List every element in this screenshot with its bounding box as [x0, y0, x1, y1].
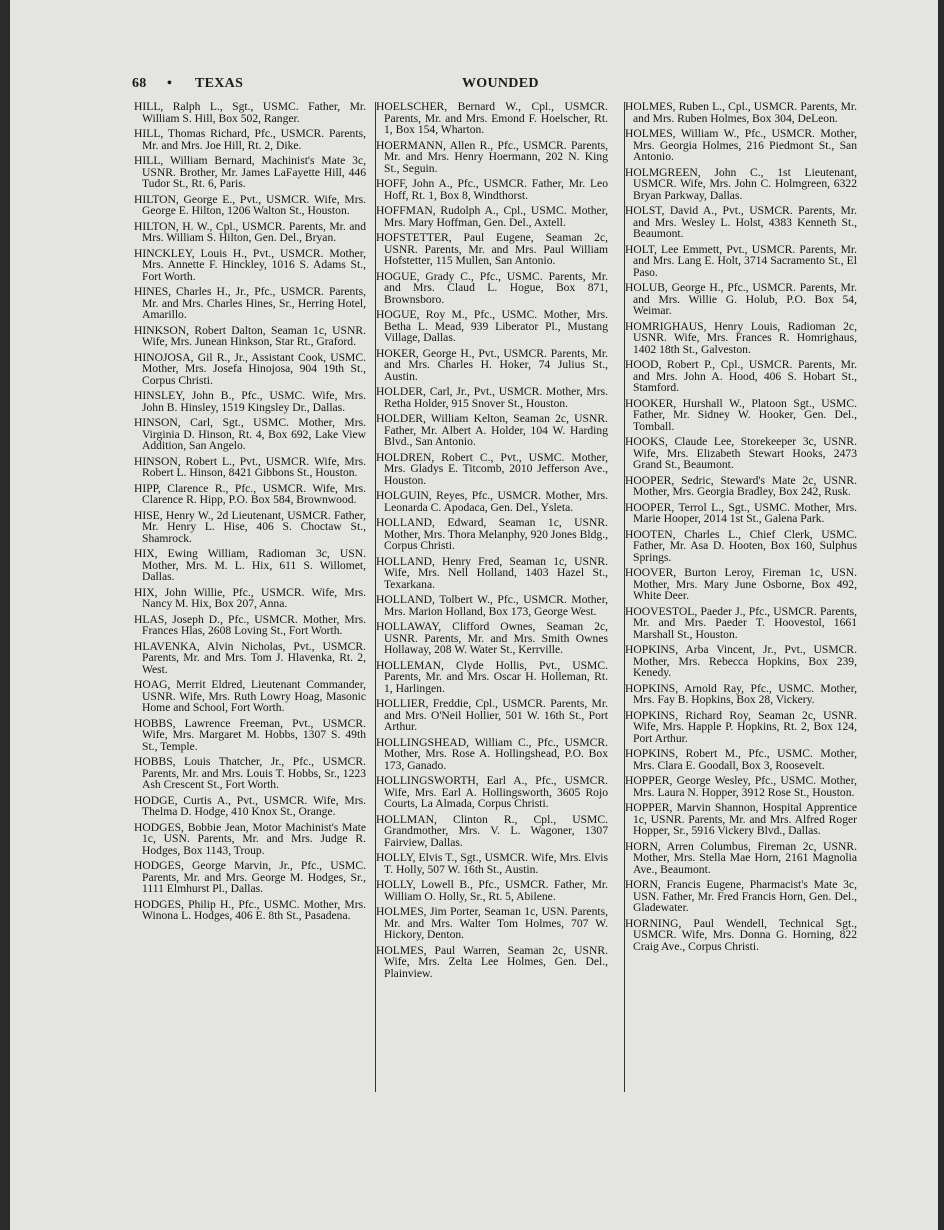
casualty-entry: HOLLAND, Henry Fred, Seaman 1c, USNR. Wife, Mrs. Nell Holland, 1403 Hazel St., Texarkana.: [376, 554, 608, 591]
header-bullet: •: [167, 76, 173, 91]
state-name: TEXAS: [195, 76, 244, 91]
casualty-entry: HIPP, Clarence R., Pfc., USMCR. Wife, Mrs. Clarence R. Hipp, P.O. Box 584, Brownwood.: [134, 481, 366, 506]
casualty-entry: HOBBS, Lawrence Freeman, Pvt., USMCR. Wife, Mrs. Margaret M. Hobbs, 1307 S. 49th St., Temple.: [134, 716, 366, 753]
casualty-entry: HINES, Charles H., Jr., Pfc., USMCR. Parents, Mr. and Mrs. Charles Hines, Sr., Herring Hotel, Amarillo.: [134, 285, 366, 321]
casualty-entry: HILL, Thomas Richard, Pfc., USMCR. Parents, Mr. and Mrs. Joe Hill, Rt. 2, Dike.: [134, 127, 366, 152]
page-number: 68: [132, 76, 147, 91]
casualty-entry: HOLDER, Carl, Jr., Pvt., USMCR. Mother, Mrs. Retha Holder, 915 Snover St., Houston.: [376, 385, 608, 410]
casualty-entry: HOOPER, Terrol L., Sgt., USMC. Mother, Mrs. Marie Hooper, 2014 1st St., Galena Park.: [625, 500, 857, 525]
casualty-entry: HIX, John Willie, Pfc., USMCR. Wife, Mrs. Nancy M. Hix, Box 207, Anna.: [134, 585, 366, 610]
document-page: [10, 0, 938, 1230]
casualty-entry: HORN, Arren Columbus, Fireman 2c, USNR. Mother, Mrs. Stella Mae Horn, 2161 Magnolia Ave., Beaumont.: [625, 839, 857, 876]
casualty-entry: HLAS, Joseph D., Pfc., USMCR. Mother, Mrs. Frances Hlas, 2608 Loving St., Fort Worth.: [134, 612, 366, 637]
casualty-entry: HOGUE, Roy M., Pfc., USMC. Mother, Mrs. Betha L. Mead, 939 Liberator Pl., Mustang Village, Dallas.: [376, 308, 608, 344]
casualty-entry: HOPKINS, Arba Vincent, Jr., Pvt., USMCR. Mother, Mrs. Rebecca Hopkins, Box 239, Kenedy.: [625, 643, 857, 679]
section-title: WOUNDED: [462, 76, 539, 91]
casualty-entry: HOLLAND, Tolbert W., Pfc., USMCR. Mother, Mrs. Marion Holland, Box 173, George West.: [376, 593, 608, 618]
casualty-entry: HOKER, George H., Pvt., USMCR. Parents, Mr. and Mrs. Charles H. Hoker, 74 Julius St., Austin.: [376, 346, 608, 383]
casualty-entry: HODGES, Bobbie Jean, Motor Machinist's Mate 1c, USN. Parents, Mr. and Mrs. Judge R. Hodges, Box 1143, Troup.: [134, 820, 366, 857]
casualty-entry: HODGES, George Marvin, Jr., Pfc., USMC. Parents, Mr. and Mrs. George M. Hodges, Sr., 1111 Elmhurst Pl., Dallas.: [134, 859, 366, 895]
casualty-entry: HOLLAWAY, Clifford Ownes, Seaman 2c, USNR. Parents, Mr. and Mrs. Smith Ownes Hollaway, 208 W. Water St., Kerrville.: [376, 620, 608, 656]
casualty-entry: HOLMGREEN, John C., 1st Lieutenant, USMCR. Wife, Mrs. John C. Holmgreen, 6322 Bryan Parkway, Dallas.: [625, 165, 857, 202]
page-header: [132, 76, 882, 96]
casualty-entry: HILTON, H. W., Cpl., USMCR. Parents, Mr. and Mrs. William S. Hilton, Gen. Del., Bryan.: [134, 219, 366, 244]
casualty-entry: HODGE, Curtis A., Pvt., USMCR. Wife, Mrs. Thelma D. Hodge, 410 Knox St., Orange.: [134, 793, 366, 818]
casualty-entry: HILL, Ralph L., Sgt., USMC. Father, Mr. William S. Hill, Box 502, Ranger.: [134, 100, 366, 125]
casualty-entry: HOOD, Robert P., Cpl., USMCR. Parents, Mr. and Mrs. John A. Hood, 406 S. Hobart St., Stamford.: [625, 358, 857, 394]
casualty-entry: HOLMES, Paul Warren, Seaman 2c, USNR. Wife, Mrs. Zelta Lee Holmes, Gen. Del., Plainview.: [376, 943, 608, 980]
casualty-entry: HOLDER, William Kelton, Seaman 2c, USNR. Father, Mr. Albert A. Holder, 104 W. Harding Blvd., San Antonio.: [376, 412, 608, 448]
casualty-entry: HODGES, Philip H., Pfc., USMC. Mother, Mrs. Winona L. Hodges, 406 E. 8th St., Pasadena.: [134, 897, 366, 922]
casualty-entry: HOLST, David A., Pvt., USMCR. Parents, Mr. and Mrs. Wesley L. Holst, 4383 Kenneth St., Beaumont.: [625, 204, 857, 240]
casualty-entry: HOGUE, Grady C., Pfc., USMC. Parents, Mr. and Mrs. Claud L. Hogue, Box 871, Brownsboro.: [376, 269, 608, 306]
casualty-entry: HOLLINGSHEAD, William C., Pfc., USMCR. Mother, Mrs. Rose A. Hollingshead, P.O. Box 173, Ganado.: [376, 735, 608, 772]
casualty-entry: HINSON, Robert L., Pvt., USMCR. Wife, Mrs. Robert L. Hinson, 8421 Gibbons St., Houston.: [134, 454, 366, 479]
casualty-entry: HORNING, Paul Wendell, Technical Sgt., USMCR. Wife, Mrs. Donna G. Horning, 822 Craig Ave., Corpus Christi.: [625, 916, 857, 953]
casualty-entry: HOLMES, Jim Porter, Seaman 1c, USN. Parents, Mr. and Mrs. Walter Tom Holmes, 707 W. Hickory, Denton.: [376, 905, 608, 941]
casualty-entry: HIX, Ewing William, Radioman 3c, USN. Mother, Mrs. M. L. Hix, 611 S. Willomet, Dallas.: [134, 547, 366, 583]
casualty-entry: HOOKS, Claude Lee, Storekeeper 3c, USNR. Wife, Mrs. Elizabeth Stewart Hooks, 2473 Grand St., Beaumont.: [625, 435, 857, 471]
casualty-entry: HOOVER, Burton Leroy, Fireman 1c, USN. Mother, Mrs. Mary June Osborne, Box 492, White Deer.: [625, 566, 857, 602]
casualty-entry: HINCKLEY, Louis H., Pvt., USMCR. Mother, Mrs. Annette F. Hinckley, 1016 S. Adams St., Fort Worth.: [134, 246, 366, 283]
casualty-entry: HOFSTETTER, Paul Eugene, Seaman 2c, USNR. Parents, Mr. and Mrs. Paul William Hofstetter, 115 Mullen, San Antonio.: [376, 231, 608, 267]
casualty-entry: HOLGUIN, Reyes, Pfc., USMCR. Mother, Mrs. Leonarda C. Apodaca, Gen. Del., Ysleta.: [376, 489, 608, 514]
casualty-entry: HOLT, Lee Emmett, Pvt., USMCR. Parents, Mr. and Mrs. Lang E. Holt, 3714 Sacramento St., El Paso.: [625, 242, 857, 279]
casualty-entry: HOPKINS, Robert M., Pfc., USMC. Mother, Mrs. Clara E. Goodall, Box 3, Roosevelt.: [625, 747, 857, 772]
casualty-entry: HOOKER, Hurshall W., Platoon Sgt., USMC. Father, Mr. Sidney W. Hooker, Gen. Del., Tomball.: [625, 396, 857, 433]
casualty-entry: HOLMES, William W., Pfc., USMCR. Mother, Mrs. Georgia Holmes, 216 Piedmont St., San Antonio.: [625, 127, 857, 163]
casualty-entry: HOOTEN, Charles L., Chief Clerk, USMC. Father, Mr. Asa D. Hooten, Box 160, Sulphus Springs.: [625, 527, 857, 564]
casualty-entry: HOLLEMAN, Clyde Hollis, Pvt., USMC. Parents, Mr. and Mrs. Oscar H. Holleman, Rt. 1, Harlingen.: [376, 658, 608, 695]
casualty-entry: HINSLEY, John B., Pfc., USMC. Wife, Mrs. John B. Hinsley, 1519 Kingsley Dr., Dallas.: [134, 389, 366, 414]
casualty-entry: HOLMES, Ruben L., Cpl., USMCR. Parents, Mr. and Mrs. Ruben Holmes, Box 304, DeLeon.: [625, 100, 857, 125]
casualty-entry: HISE, Henry W., 2d Lieutenant, USMCR. Father, Mr. Henry L. Hise, 406 S. Choctaw St., Shamrock.: [134, 508, 366, 545]
casualty-entry: HILTON, George E., Pvt., USMCR. Wife, Mrs. George E. Hilton, 1206 Walton St., Houston.: [134, 192, 366, 217]
casualty-entry: HOOVESTOL, Paeder J., Pfc., USMCR. Parents, Mr. and Mrs. Paeder T. Hoovestol, 1661 Marshall St., Houston.: [625, 604, 857, 641]
column-2: [376, 101, 608, 983]
casualty-entry: HLAVENKA, Alvin Nicholas, Pvt., USMCR. Parents, Mr. and Mrs. Tom J. Hlavenka, Rt. 2, West.: [134, 639, 366, 676]
casualty-entry: HOLLIER, Freddie, Cpl., USMCR. Parents, Mr. and Mrs. O'Neil Hollier, 501 W. 16th St., Port Arthur.: [376, 697, 608, 733]
casualty-entry: HOPPER, Marvin Shannon, Hospital Apprentice 1c, USNR. Parents, Mr. and Mrs. Alfred Roger Hopper, Sr., 5916 Vickery Blvd., Dallas.: [625, 801, 857, 837]
casualty-entry: HOOPER, Sedric, Steward's Mate 2c, USNR. Mother, Mrs. Georgia Bradley, Box 242, Rusk.: [625, 473, 857, 498]
column-1: [134, 101, 366, 926]
casualty-entry: HOFF, John A., Pfc., USMCR. Father, Mr. Leo Hoff, Rt. 1, Box 8, Windthorst.: [376, 177, 608, 202]
casualty-entry: HOERMANN, Allen R., Pfc., USMCR. Parents, Mr. and Mrs. Henry Hoermann, 202 N. King St., Seguin.: [376, 138, 608, 175]
casualty-entry: HINSON, Carl, Sgt., USMC. Mother, Mrs. Virginia D. Hinson, Rt. 4, Box 692, Lake View Addition, San Angelo.: [134, 416, 366, 452]
casualty-entry: HOLLINGSWORTH, Earl A., Pfc., USMCR. Wife, Mrs. Earl A. Hollingsworth, 3605 Rojo Courts, La Almada, Corpus Christi.: [376, 774, 608, 810]
casualty-entry: HOLUB, George H., Pfc., USMCR. Parents, Mr. and Mrs. Willie G. Holub, P.O. Box 54, Weimar.: [625, 281, 857, 317]
casualty-entry: HOLDREN, Robert C., Pvt., USMC. Mother, Mrs. Gladys E. Titcomb, 2010 Jefferson Ave., Houston.: [376, 450, 608, 487]
casualty-entry: HINOJOSA, Gil R., Jr., Assistant Cook, USMC. Mother, Mrs. Josefa Hinojosa, 904 19th St., Corpus Christi.: [134, 350, 366, 387]
casualty-entry: HOPKINS, Richard Roy, Seaman 2c, USNR. Wife, Mrs. Happle P. Hopkins, Rt. 2, Box 124, Port Arthur.: [625, 708, 857, 745]
casualty-entry: HOLLAND, Edward, Seaman 1c, USNR. Mother, Mrs. Thora Melanphy, 920 Jones Bldg., Corpus Christi.: [376, 516, 608, 552]
casualty-entry: HOLLY, Elvis T., Sgt., USMCR. Wife, Mrs. Elvis T. Holly, 507 W. 16th St., Austin.: [376, 851, 608, 876]
casualty-entry: HOLLMAN, Clinton R., Cpl., USMC. Grandmother, Mrs. V. L. Wagoner, 1307 Fairview, Dallas.: [376, 812, 608, 849]
casualty-entry: HOLLY, Lowell B., Pfc., USMCR. Father, Mr. William O. Holly, Sr., Rt. 5, Abilene.: [376, 878, 608, 903]
casualty-entry: HOBBS, Louis Thatcher, Jr., Pfc., USMCR. Parents, Mr. and Mrs. Louis T. Hobbs, Sr., 1223 Ash Crescent St., Fort Worth.: [134, 755, 366, 791]
casualty-entry: HILL, William Bernard, Machinist's Mate 3c, USNR. Brother, Mr. James LaFayette Hill, 446 Tudor St., Rt. 6, Paris.: [134, 154, 366, 190]
casualty-entry: HOPKINS, Arnold Ray, Pfc., USMC. Mother, Mrs. Fay B. Hopkins, Box 28, Vickery.: [625, 681, 857, 706]
casualty-entry: HOPPER, George Wesley, Pfc., USMC. Mother, Mrs. Laura N. Hopper, 3912 Rose St., Houston.: [625, 774, 857, 799]
casualty-entry: HINKSON, Robert Dalton, Seaman 1c, USNR. Wife, Mrs. Junean Hinkson, Star Rt., Graford.: [134, 323, 366, 348]
casualty-entry: HOMRIGHAUS, Henry Louis, Radioman 2c, USNR. Wife, Mrs. Frances R. Homrighaus, 1402 18th St., Galveston.: [625, 319, 857, 356]
casualty-entry: HORN, Francis Eugene, Pharmacist's Mate 3c, USN. Father, Mr. Fred Francis Horn, Gen. Del., Gladewater.: [625, 878, 857, 914]
casualty-entry: HOFFMAN, Rudolph A., Cpl., USMC. Mother, Mrs. Mary Hoffman, Gen. Del., Axtell.: [376, 204, 608, 229]
column-3: [625, 101, 857, 956]
casualty-entry: HOAG, Merrit Eldred, Lieutenant Commander, USNR. Wife, Mrs. Ruth Lowry Hoag, Masonic Home and School, Fort Worth.: [134, 678, 366, 714]
casualty-entry: HOELSCHER, Bernard W., Cpl., USMCR. Parents, Mr. and Mrs. Emond F. Hoelscher, Rt. 1, Box 154, Wharton.: [376, 100, 608, 136]
